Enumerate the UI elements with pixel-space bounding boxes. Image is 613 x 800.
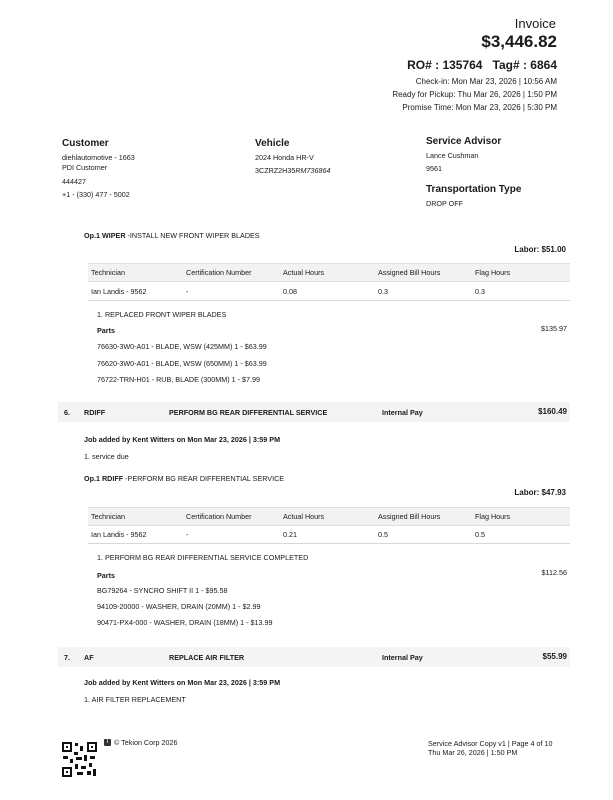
wiper-part-2: 76620-3W0-A01 - BLADE, WSW (650MM) 1 - $63.99	[97, 359, 267, 368]
job7-header-band	[58, 647, 570, 667]
job6-cert: -	[186, 530, 189, 539]
footer-printed-time: Thu Mar 26, 2026 | 1:50 PM	[428, 748, 518, 757]
job7-pay-type: Internal Pay	[382, 653, 423, 662]
advisor-id: 9561	[426, 164, 442, 173]
job6-pay-type: Internal Pay	[382, 408, 423, 417]
job6-op-desc: -PERFORM BG REAR DIFFERENTIAL SERVICE	[123, 474, 285, 483]
op-wiper-labor: Labor: $51.00	[514, 245, 566, 254]
wiper-tech: Ian Landis - 9562	[91, 287, 147, 296]
job6-part-3: 90471-PX4-000 - WASHER, DRAIN (18MM) 1 - $13.99	[97, 618, 273, 627]
job6-assigned: 0.5	[378, 530, 388, 539]
wiper-divider	[88, 300, 570, 301]
wiper-part-1: 76630-3W0-A01 - BLADE, WSW (425MM) 1 - $63.99	[97, 342, 267, 351]
job7-code: AF	[84, 653, 94, 662]
wiper-assigned: 0.3	[378, 287, 388, 296]
col-technician: Technician	[91, 268, 125, 277]
job7-number: 7.	[64, 653, 70, 662]
job6-step: 1. PERFORM BG REAR DIFFERENTIAL SERVICE COMPLETED	[97, 553, 309, 562]
op-wiper-desc: -INSTALL NEW FRONT WIPER BLADES	[125, 231, 260, 240]
ro-value: 135764	[442, 58, 483, 72]
job6-flag: 0.5	[475, 530, 485, 539]
col-assigned-hours: Assigned Bill Hours	[378, 268, 441, 277]
document-title: Invoice	[514, 16, 556, 31]
op-wiper-title	[84, 231, 260, 240]
job6-col-flag-hours: Flag Hours	[475, 512, 511, 521]
customer-number: 444427	[62, 177, 86, 186]
ready-pickup-time: Ready for Pickup: Thu Mar 26, 2026 | 1:50 PM	[392, 90, 557, 99]
transport-heading: Transportation Type	[426, 184, 522, 195]
customer-phone: +1 - (330) 477 - 5002	[62, 190, 130, 199]
job7-note: 1. AIR FILTER REPLACEMENT	[84, 695, 186, 704]
job7-title: REPLACE AIR FILTER	[169, 653, 245, 662]
col-certification: Certification Number	[186, 268, 252, 277]
transport-value: DROP OFF	[426, 199, 464, 208]
job6-col-technician: Technician	[91, 512, 125, 521]
job6-tech: Ian Landis - 9562	[91, 530, 147, 539]
job6-op-title	[84, 474, 284, 483]
job6-col-certification: Certification Number	[186, 512, 252, 521]
job6-part-1: BG79264 - SYNCRO SHIFT II 1 - $95.58	[97, 586, 228, 595]
job6-part-2: 94109-20000 - WASHER, DRAIN (20MM) 1 - $2.99	[97, 602, 261, 611]
job6-number: 6.	[64, 408, 70, 417]
job6-actual: 0.21	[283, 530, 297, 539]
job6-parts-label: Parts	[97, 571, 115, 580]
checkin-time: Check-in: Mon Mar 23, 2026 | 10:56 AM	[415, 77, 557, 86]
ro-label: RO#	[407, 58, 432, 72]
job6-parts-total: $112.56	[541, 568, 567, 577]
wiper-actual: 0.08	[283, 287, 297, 296]
vehicle-vin	[255, 166, 331, 175]
vin-prefix: 3CZRZ2H35	[255, 166, 296, 175]
job6-amount: $160.49	[538, 407, 567, 416]
job6-code: RDIFF	[84, 408, 106, 417]
wiper-parts-label: Parts	[97, 326, 115, 335]
customer-type: PDI Customer	[62, 163, 108, 172]
wiper-parts-total: $135.97	[541, 324, 567, 333]
wiper-cert: -	[186, 287, 189, 296]
job6-divider	[88, 543, 570, 544]
col-flag-hours: Flag Hours	[475, 268, 511, 277]
advisor-heading: Service Advisor	[426, 136, 502, 147]
ro-tag-line: RO# : 135764 Tag# : 6864	[407, 58, 557, 72]
job6-col-assigned-hours: Assigned Bill Hours	[378, 512, 441, 521]
tag-label: Tag#	[492, 58, 520, 72]
invoice-total: $3,446.82	[481, 32, 557, 51]
footer-copyright: © Tekion Corp 2026	[114, 738, 178, 747]
job6-labor: Labor: $47.93	[514, 488, 566, 497]
tag-value: 6864	[530, 58, 557, 72]
customer-heading: Customer	[62, 138, 109, 149]
wiper-flag: 0.3	[475, 287, 485, 296]
footer-copy-info: Service Advisor Copy v1 | Page 4 of 10	[428, 739, 553, 748]
promise-time: Promise Time: Mon Mar 23, 2026 | 5:30 PM	[402, 103, 557, 112]
tekion-logo-icon: T	[105, 739, 110, 745]
wiper-part-3: 76722-TRN-H01 - RUB, BLADE (300MM) 1 - $7.99	[97, 375, 260, 384]
vin-suffix: RM736864	[295, 166, 331, 175]
job6-title: PERFORM BG REAR DIFFERENTIAL SERVICE	[169, 408, 328, 417]
job7-amount: $55.99	[542, 652, 567, 661]
vehicle-heading: Vehicle	[255, 138, 290, 149]
customer-name: diehlautomotive - 1663	[62, 153, 135, 162]
vehicle-model: 2024 Honda HR-V	[255, 153, 314, 162]
op-wiper-code: Op.1 WIPER	[84, 231, 126, 240]
job6-added-by: Job added by Kent Witters on Mon Mar 23, 2026 | 3:59 PM	[84, 435, 281, 444]
qr-code-icon	[62, 742, 97, 777]
job6-col-actual-hours: Actual Hours	[283, 512, 325, 521]
col-actual-hours: Actual Hours	[283, 268, 325, 277]
wiper-step: 1. REPLACED FRONT WIPER BLADES	[97, 310, 227, 319]
job7-added-by: Job added by Kent Witters on Mon Mar 23, 2026 | 3:59 PM	[84, 678, 281, 687]
advisor-name: Lance Cushman	[426, 151, 479, 160]
job6-note: 1. service due	[84, 452, 129, 461]
job6-op-code: Op.1 RDIFF	[84, 474, 124, 483]
